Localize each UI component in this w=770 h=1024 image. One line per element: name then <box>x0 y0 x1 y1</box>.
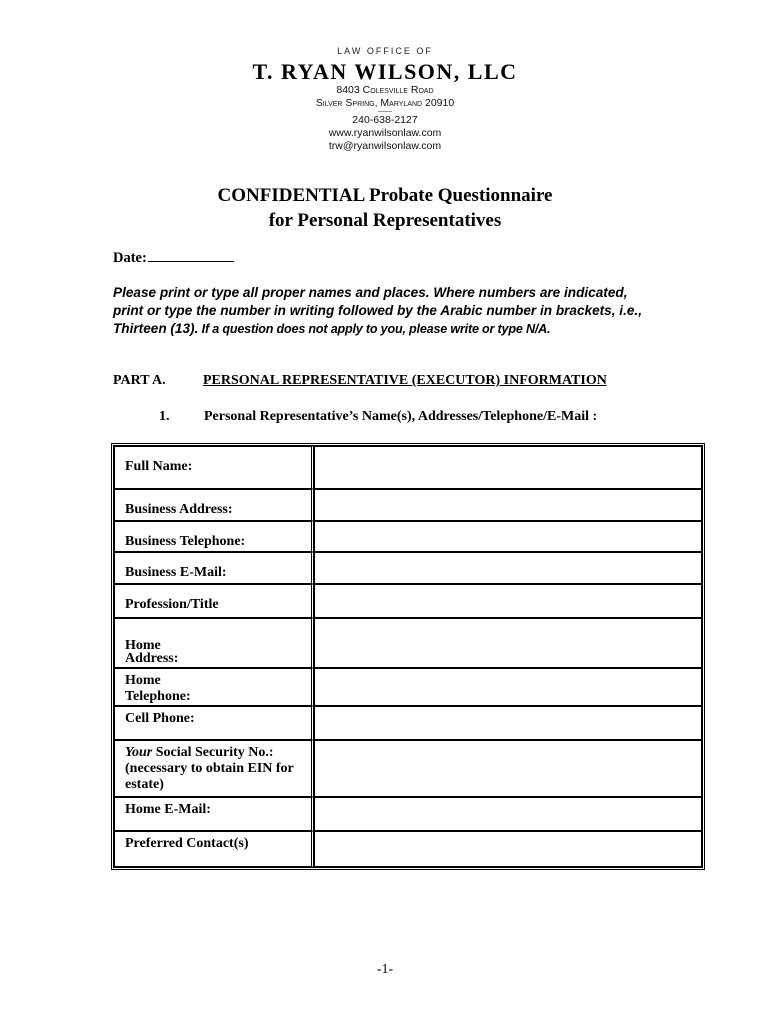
home-address-label-line-1: Home <box>125 638 161 653</box>
part-label: PART A. <box>113 373 166 388</box>
home-telephone-label-line-2: Telephone: <box>125 689 191 704</box>
full-name-field[interactable] <box>314 446 702 489</box>
part-a-header <box>113 373 607 389</box>
table-row <box>114 552 702 584</box>
firm-phone: 240-638-2127 <box>0 114 770 127</box>
home-email-label: Home E-Mail: <box>114 797 314 831</box>
profession-label: Profession/Title <box>114 584 314 618</box>
title-line-1: CONFIDENTIAL Probate Questionnaire <box>217 185 553 206</box>
business-telephone-label: Business Telephone: <box>114 521 314 552</box>
business-email-field[interactable] <box>314 552 702 584</box>
home-telephone-label <box>114 668 314 706</box>
business-email-label: Business E-Mail: <box>114 552 314 584</box>
table-row <box>114 797 702 831</box>
profession-field[interactable] <box>314 584 702 618</box>
preferred-contact-label: Preferred Contact(s) <box>114 831 314 867</box>
ssn-label-your: Your <box>125 745 153 760</box>
home-telephone-field[interactable] <box>314 668 702 706</box>
firm-website: www.ryanwilsonlaw.com <box>328 127 442 139</box>
page-number: -1- <box>376 962 394 977</box>
cell-phone-field[interactable] <box>314 706 702 740</box>
full-name-label: Full Name: <box>114 446 314 489</box>
home-email-field[interactable] <box>314 797 702 831</box>
table-row <box>114 740 702 797</box>
table-row <box>114 521 702 552</box>
business-address-field[interactable] <box>314 489 702 521</box>
ssn-field[interactable] <box>314 740 702 797</box>
document-title <box>0 183 770 233</box>
cell-phone-label: Cell Phone: <box>114 706 314 740</box>
firm-email: trw@ryanwilsonlaw.com <box>328 140 442 152</box>
business-telephone-field[interactable] <box>314 521 702 552</box>
firm-street: 8403 Colesville Road <box>336 84 434 96</box>
ssn-label-rest: Social Security No.: (necessary to obtain EIN for estate) <box>125 745 294 792</box>
instructions-na: If a question does not apply to you, please write or type N/A. <box>198 322 551 336</box>
table-row <box>114 446 702 489</box>
date-blank[interactable] <box>148 249 234 262</box>
date-label: Date: <box>113 250 147 266</box>
business-address-label: Business Address: <box>114 489 314 521</box>
question-number: 1. <box>159 409 170 424</box>
table-row <box>114 831 702 867</box>
ssn-label <box>114 740 314 797</box>
table-row <box>114 489 702 521</box>
date-field <box>113 249 234 267</box>
table-row <box>114 706 702 740</box>
question-text: Personal Representative’s Name(s), Addresses/Telephone/E-Mail : <box>204 409 598 424</box>
home-address-field[interactable] <box>314 618 702 668</box>
instructions <box>113 284 653 338</box>
home-telephone-label-line-1: Home <box>125 673 161 688</box>
letterhead-subtitle: LAW OFFICE OF <box>337 46 433 56</box>
table-row <box>114 618 702 668</box>
table-row <box>114 584 702 618</box>
letterhead <box>0 46 770 153</box>
preferred-contact-field[interactable] <box>314 831 702 867</box>
question-1 <box>159 409 597 425</box>
part-heading: PERSONAL REPRESENTATIVE (EXECUTOR) INFORMATION <box>203 373 607 388</box>
home-address-label-line-2: Address: <box>125 651 179 666</box>
title-line-2: for Personal Representatives <box>268 210 502 231</box>
home-address-label <box>114 618 314 668</box>
firm-city: Silver Spring, Maryland 20910 <box>315 97 455 109</box>
representative-info-table <box>111 443 705 870</box>
instructions-main: Please print or type all proper names and places. Where numbers are indicated, print or type the number in writing followed by the Arabic number in brackets, i.e., Thirteen (13). <box>113 285 642 336</box>
firm-name: T. RYAN WILSON, LLC <box>252 59 518 84</box>
table-row <box>114 668 702 706</box>
